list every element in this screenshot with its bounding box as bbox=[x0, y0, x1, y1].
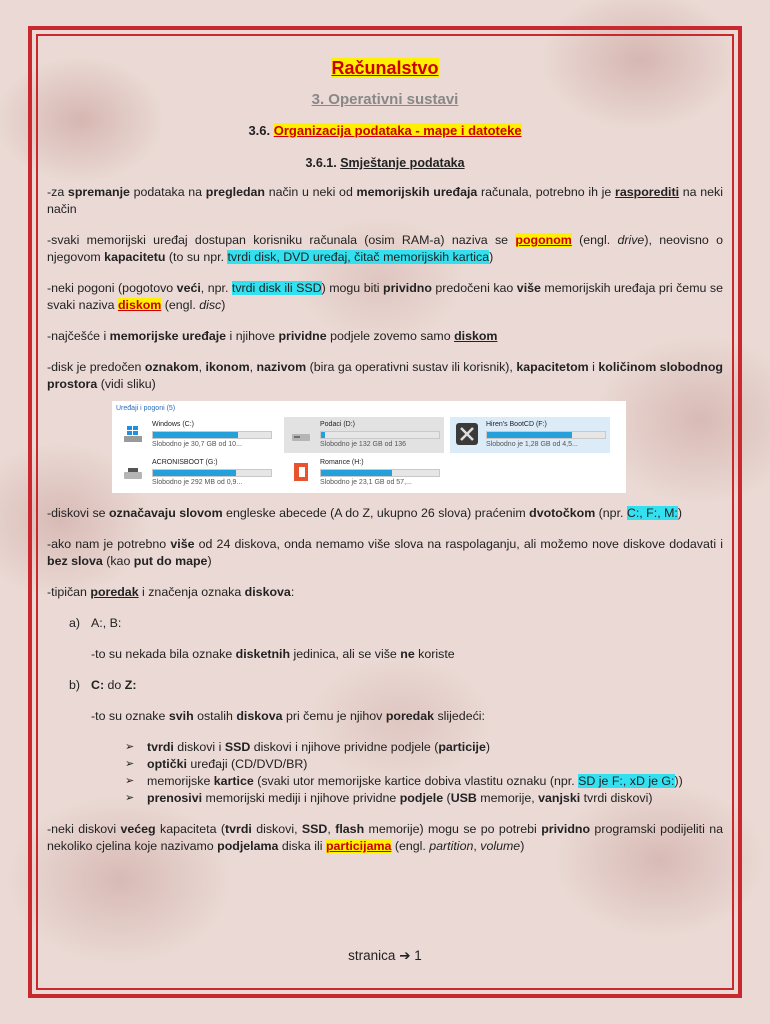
arrow-right-icon: ➔ bbox=[399, 948, 411, 963]
page-footer bbox=[0, 948, 770, 964]
list-item: ➢ prenosivi memorijski mediji i njihove prividne podjele (USB memorije, vanjski tvrdi diskovi) bbox=[125, 791, 653, 805]
drive-name: Windows (C:) bbox=[152, 421, 195, 428]
list-item-b-text: -to su oznake svih ostalih diskova pri čemu je njihov poredak slijedeći: bbox=[91, 709, 485, 723]
drive-free-space: Slobodno je 292 MB od 0,9... bbox=[152, 479, 243, 486]
page-number: 1 bbox=[414, 948, 422, 963]
paragraph-letters: -diskovi se označavaju slovom engleske abecede (A do Z, ukupno 26 slova) praćenim dvotočkom (npr. C:, F:, M:) bbox=[47, 506, 682, 520]
paragraph-disk-term: -najčešće i memorijske uređaje i njihove prividne podjele zovemo samo diskom bbox=[47, 329, 498, 343]
usb-drive-icon bbox=[122, 461, 144, 483]
paragraph-drives: -svaki memorijski uređaj dostupan korisniku računala (osim RAM-a) naziva se pogonom (engl. drive), neovisno o njegovom kapacitetu (to su npr. tvrdi disk, DVD uređaj, čitač memorijskih kartica) bbox=[47, 233, 723, 264]
drive-free-space: Slobodno je 23,1 GB od 57,... bbox=[320, 479, 412, 486]
drive-g[interactable] bbox=[116, 455, 276, 491]
list-item-a-text: -to su nekada bila oznake disketnih jedinica, ali se više ne koriste bbox=[91, 647, 455, 661]
section-heading: 3.6. Organizacija podataka - mape i datoteke bbox=[248, 123, 522, 138]
paragraph-order: -tipičan poredak i značenja oznaka diskova: bbox=[47, 585, 295, 599]
drive-name: Podaci (D:) bbox=[320, 421, 356, 428]
drive-usage-bar bbox=[152, 431, 272, 439]
list-item-a: a) A:, B: bbox=[69, 616, 122, 630]
page-label: stranica bbox=[348, 948, 396, 963]
arrow-bullet-icon: ➢ bbox=[125, 741, 135, 753]
drives-screenshot bbox=[112, 401, 626, 493]
drive-f[interactable] bbox=[450, 417, 610, 453]
list-item-b: b) C: do Z: bbox=[69, 678, 137, 692]
document-title: Računalstvo bbox=[331, 58, 439, 78]
drive-h[interactable] bbox=[284, 455, 444, 491]
drive-c[interactable] bbox=[116, 417, 276, 453]
tools-icon bbox=[456, 423, 478, 445]
windows-drive-icon bbox=[122, 423, 144, 445]
paragraph-storing: -za spremanje podataka na pregledan način u neki od memorijskih uređaja računala, potrebno ih je rasporediti na neki način bbox=[47, 185, 723, 216]
arrow-bullet-icon: ➢ bbox=[125, 775, 135, 787]
disk-order-list bbox=[47, 739, 723, 807]
drive-name: Hiren's BootCD (F:) bbox=[486, 421, 547, 428]
chapter-title: 3. Operativni sustavi bbox=[311, 91, 459, 108]
list-item: ➢ memorijske kartice (svaki utor memorijske kartice dobiva vlastitu oznaku (npr. SD je F:, xD je G:)) bbox=[125, 774, 683, 788]
paragraph-more-disks: -ako nam je potrebno više od 24 diskova, onda nemamo više slova na raspolaganju, ali možemo nove diskove dodavati i bez slova (kao put do mape) bbox=[47, 537, 723, 568]
subsection-heading: 3.6.1. Smještanje podataka bbox=[305, 156, 465, 170]
drive-free-space: Slobodno je 132 GB od 136 bbox=[320, 441, 407, 448]
hdd-icon bbox=[290, 423, 312, 445]
paragraph-disk-display: -disk je predočen oznakom, ikonom, nazivom (bira ga operativni sustav ili korisnik), kapacitetom i količinom slobodnog prostora (vidi sliku) bbox=[47, 360, 723, 391]
drive-name: Romance (H:) bbox=[320, 459, 364, 466]
paragraph-partitions: -neki diskovi većeg kapaciteta (tvrdi diskovi, SSD, flash memorije) mogu se po potrebi prividno programski podijeliti na nekoliko cjelina koje nazivamo podjelama diska ili particijama (engl. partition, volume) bbox=[47, 822, 724, 853]
list-item: ➢ optički uređaji (CD/DVD/BR) bbox=[125, 757, 308, 771]
drive-free-space: Slobodno je 30,7 GB od 10... bbox=[152, 441, 242, 448]
drive-name: ACRONISBOOT (G:) bbox=[152, 459, 218, 466]
drive-usage-bar bbox=[320, 469, 440, 477]
paragraph-virtual-drives: -neki pogoni (pogotovo veći, npr. tvrdi disk ili SSD) mogu biti prividno predočeni kao više memorijskih uređaja pri čemu se svaki naziva diskom (engl. disc) bbox=[47, 281, 723, 312]
drive-usage-bar bbox=[152, 469, 272, 477]
drive-usage-bar bbox=[486, 431, 606, 439]
drives-header: Uređaji i pogoni (5) bbox=[116, 405, 176, 412]
arrow-bullet-icon: ➢ bbox=[125, 792, 135, 804]
drive-d[interactable] bbox=[284, 417, 444, 453]
drive-usage-bar bbox=[320, 431, 440, 439]
drive-free-space: Slobodno je 1,28 GB od 4,5... bbox=[486, 441, 578, 448]
arrow-bullet-icon: ➢ bbox=[125, 758, 135, 770]
list-item: ➢ tvrdi diskovi i SSD diskovi i njihove prividne podjele (particije) bbox=[125, 740, 491, 754]
office-icon bbox=[290, 461, 312, 483]
